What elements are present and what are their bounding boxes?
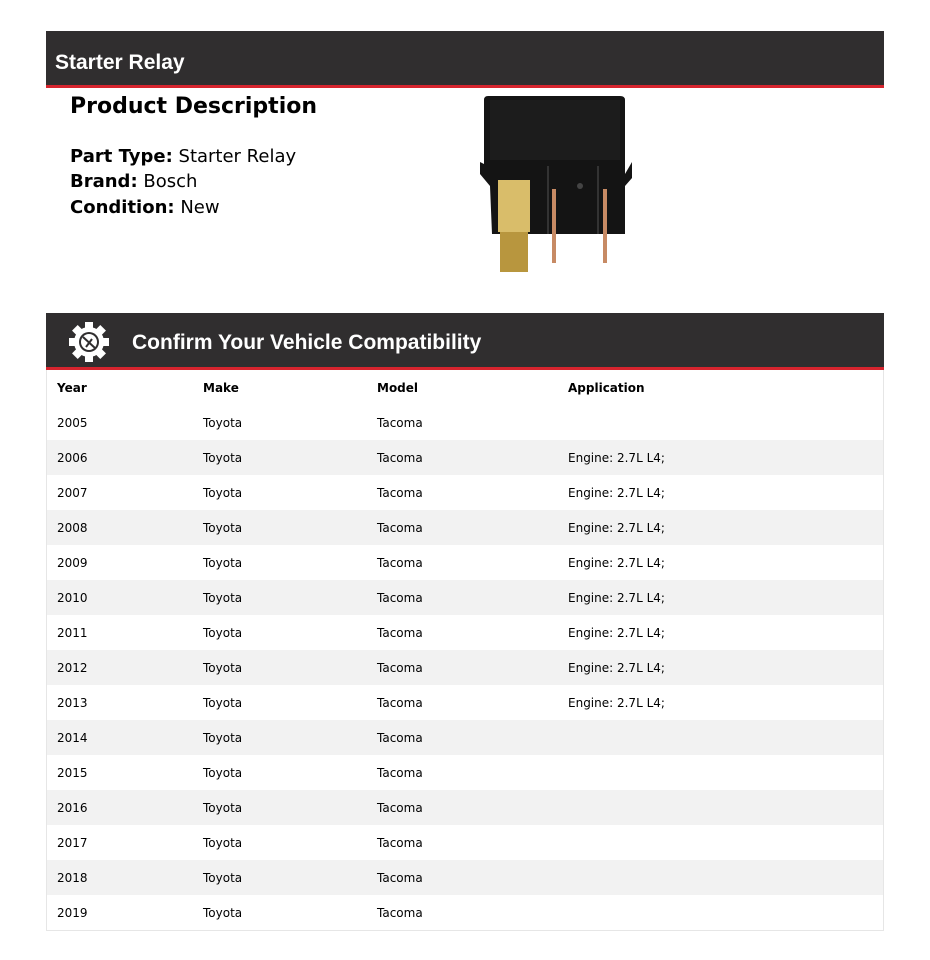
cell-model: Tacoma [377, 695, 423, 710]
cell-application [558, 790, 884, 825]
table-row [47, 580, 884, 615]
cell-year: 2008 [47, 510, 194, 545]
cell-year: 2010 [47, 580, 194, 615]
cell-model: Tacoma [377, 905, 423, 920]
cell-year: 2007 [57, 485, 88, 500]
table-row [47, 895, 884, 931]
cell-application: Engine: 2.7L L4; [558, 510, 884, 545]
table-row [47, 615, 884, 650]
cell-make: Toyota [193, 860, 367, 895]
cell-year: 2017 [57, 835, 88, 850]
cell-model: Tacoma [377, 485, 423, 500]
cell-make: Toyota [203, 835, 243, 850]
table-header-row [47, 370, 884, 405]
table-row [47, 405, 884, 440]
column-model: Model [377, 380, 419, 395]
cell-year: 2018 [47, 860, 194, 895]
spec-brand: Brand: Bosch [70, 171, 198, 192]
cell-model: Tacoma [377, 625, 423, 640]
cell-application: Engine: 2.7L L4; [568, 485, 665, 500]
table-row [47, 475, 884, 510]
table-row [47, 440, 884, 475]
cell-application [558, 405, 884, 440]
cell-year: 2016 [47, 790, 194, 825]
column-application: Application [568, 380, 645, 395]
cell-application: Engine: 2.7L L4; [568, 695, 665, 710]
cell-model: Tacoma [367, 860, 558, 895]
cell-application [558, 825, 884, 860]
cell-make: Toyota [193, 510, 367, 545]
description-heading: Product Description [70, 94, 318, 119]
table-row [47, 685, 884, 720]
cell-application: Engine: 2.7L L4; [558, 440, 884, 475]
cell-model: Tacoma [377, 835, 423, 850]
product-image [470, 94, 640, 279]
cell-application [558, 895, 884, 931]
table-row [47, 510, 884, 545]
cell-make: Toyota [193, 440, 367, 475]
cell-make: Toyota [193, 650, 367, 685]
cell-make: Toyota [203, 625, 243, 640]
cell-model: Tacoma [367, 440, 558, 475]
column-make: Make [203, 380, 239, 395]
cell-model: Tacoma [367, 510, 558, 545]
cell-year: 2009 [57, 555, 88, 570]
cell-model: Tacoma [377, 415, 423, 430]
cell-make: Toyota [203, 415, 243, 430]
cell-make: Toyota [193, 720, 367, 755]
cell-make: Toyota [203, 555, 243, 570]
cell-model: Tacoma [367, 580, 558, 615]
cell-make: Toyota [203, 695, 243, 710]
cell-application: Engine: 2.7L L4; [568, 555, 665, 570]
table-row [47, 545, 884, 580]
cell-year: 2014 [47, 720, 194, 755]
table-row [47, 755, 884, 790]
cell-application: Engine: 2.7L L4; [558, 580, 884, 615]
cell-model: Tacoma [367, 650, 558, 685]
cell-make: Toyota [203, 485, 243, 500]
cell-year: 2005 [57, 415, 88, 430]
cell-application [558, 720, 884, 755]
table-row [47, 860, 884, 895]
cell-year: 2012 [47, 650, 194, 685]
column-year: Year [57, 380, 87, 395]
cell-year: 2013 [57, 695, 88, 710]
spec-condition: Condition: New [70, 197, 220, 218]
cell-make: Toyota [193, 580, 367, 615]
cell-year: 2006 [47, 440, 194, 475]
cell-model: Tacoma [377, 765, 423, 780]
cell-model: Tacoma [367, 720, 558, 755]
cell-make: Toyota [203, 905, 243, 920]
cell-make: Toyota [203, 765, 243, 780]
cell-model: Tacoma [367, 790, 558, 825]
cell-model: Tacoma [377, 555, 423, 570]
compatibility-bar [46, 313, 884, 370]
gear-icon [68, 321, 110, 363]
table-row [47, 650, 884, 685]
compatibility-table [46, 370, 884, 931]
page-title: Starter Relay [55, 51, 185, 74]
cell-make: Toyota [193, 790, 367, 825]
compatibility-title: Confirm Your Vehicle Compatibility [132, 331, 482, 354]
cell-application: Engine: 2.7L L4; [558, 650, 884, 685]
table-row [47, 825, 884, 860]
title-bar [46, 31, 884, 88]
spec-part-type: Part Type: Starter Relay [70, 146, 297, 167]
cell-application [558, 860, 884, 895]
cell-application [558, 755, 884, 790]
table-row [47, 790, 884, 825]
cell-year: 2015 [57, 765, 88, 780]
cell-year: 2019 [57, 905, 88, 920]
table-row [47, 720, 884, 755]
cell-application: Engine: 2.7L L4; [568, 625, 665, 640]
cell-year: 2011 [57, 625, 88, 640]
